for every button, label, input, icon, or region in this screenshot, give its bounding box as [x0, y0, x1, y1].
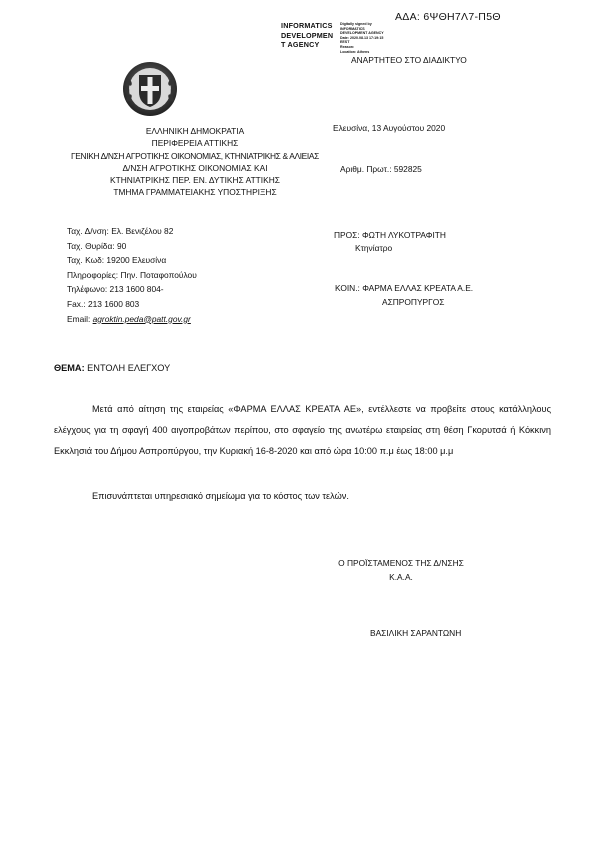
stamp-detail-line: Reason: [340, 44, 355, 49]
header-line: ΕΛΛΗΝΙΚΗ ΔΗΜΟΚΡΑΤΙΑ [145, 126, 245, 136]
contact-line: Fax.: 213 1600 803 [67, 298, 140, 309]
protocol-number: Αριθμ. Πρωτ.: 592825 [340, 164, 422, 174]
attachment-note: Επισυνάπτεται υπηρεσιακό σημείωμα για το κόστος των τελών. [92, 491, 349, 501]
signature-title: Ο ΠΡΟΪΣΤΑΜΕΝΟΣ ΤΗΣ Δ/ΝΣΗΣ [338, 558, 464, 568]
posted-online-note: ΑΝΑΡΤΗΤΕΟ ΣΤΟ ΔΙΑΔΙΚΤΥΟ [351, 55, 467, 65]
subject-label: ΘΕΜΑ: [54, 363, 85, 373]
email-label: Email: [67, 313, 93, 324]
stamp-detail-line: EEST [340, 40, 350, 45]
stamp-detail-line: Date: 2020.08.13 17:19:15 [340, 35, 384, 40]
contact-line: Ταχ. Κωδ: 19200 Ελευσίνα [67, 255, 167, 266]
header-line: ΠΕΡΙΦΕΡΕΙΑ ΑΤΤΙΚΗΣ [151, 138, 239, 149]
stamp-detail-line: Digitally signed by [340, 22, 372, 26]
contact-line: Ταχ. Δ/νση: Ελ. Βενιζέλου 82 [67, 226, 174, 236]
header-line: ΓΕΝΙΚΗ Δ/ΝΣΗ ΑΓΡΟΤΙΚΗΣ ΟΙΚΟΝΟΜΙΑΣ, ΚΤΗΝΙΑΤΡΙΚΗΣ & ΑΛΙΕΙΑΣ [71, 150, 319, 161]
recipient-cc: ΚΟΙΝ.: ΦΑΡΜΑ ΕΛΛΑΣ ΚΡΕΑΤΑ Α.Ε. [335, 283, 474, 293]
subject-text: ΕΝΤΟΛΗ ΕΛΕΓΧΟΥ [84, 363, 171, 373]
stamp-line: DEVELOPMEN [281, 30, 334, 40]
stamp-line: INFORMATICS [281, 21, 333, 30]
stamp-details [340, 22, 384, 54]
contact-line: Τηλέφωνο: 213 1600 804- [67, 284, 164, 295]
signatory-name: ΒΑΣΙΛΙΚΗ ΣΑΡΑΝΤΩΝΗ [370, 628, 462, 638]
stamp-detail-line: INFORMATICS [340, 26, 365, 31]
signature-block [336, 556, 466, 584]
stamp-org-name [281, 21, 333, 50]
recipient-to: ΠΡΟΣ: ΦΩΤΗ ΛΥΚΟΤΡΑΦΙΤΗ [334, 230, 446, 240]
stamp-line: T AGENCY [281, 40, 320, 49]
contact-line: Πληροφορίες: Πην. Ποταφοπούλου [67, 269, 197, 280]
recipient-to-role: Κτηνίατρο [355, 243, 393, 253]
recipient-cc-city: ΑΣΠΡΟΠΥΡΓΟΣ [382, 297, 445, 307]
document-date: Ελευσίνα, 13 Αυγούστου 2020 [333, 123, 446, 133]
header-line: ΤΜΗΜΑ ΓΡΑΜΜΑΤΕΙΑΚΗΣ ΥΠΟΣΤΗΡΙΞΗΣ [113, 187, 277, 198]
contact-details [67, 224, 197, 326]
email-line [67, 312, 197, 327]
stamp-detail-line: Location: Athens [340, 49, 370, 54]
header-line: ΚΤΗΝΙΑΤΡΙΚΗΣ ΠΕΡ. ΕΝ. ΔΥΤΙΚΗΣ ΑΤΤΙΚΗΣ [110, 175, 280, 186]
subject-line [54, 363, 170, 373]
header-line: Δ/ΝΣΗ ΑΓΡΟΤΙΚΗΣ ΟΙΚΟΝΟΜΙΑΣ ΚΑΙ [122, 162, 268, 173]
body-paragraph: Μετά από αίτηση της εταιρείας «ΦΑΡΜΑ ΕΛΛΑΣ ΚΡΕΑΤΑ ΑΕ», εντέλλεστε να προβείτε στους κατάλληλους ελέγχους για τη σφαγή 400 αιγοπροβάτων περίπου, στο σφαγείο της ανωτέρω εταιρείας στη θέση Γκορυτσά ή Κόκκινη Εκκλησιά του Δήμου Ασπροπύργου, την Κυριακή 16-8-2020 και από ώρα 10:00 π.μ έως 18:00 μ.μ [54, 404, 551, 456]
email-link[interactable]: agroktin.peda@patt.gov.gr [92, 313, 191, 324]
contact-line: Ταχ. Θυρίδα: 90 [67, 240, 127, 251]
ada-code: ΑΔΑ: 6ΨΘΗ7Λ7-Π5Θ [395, 11, 501, 23]
signature-subtitle: Κ.Α.Α. [389, 572, 413, 582]
coat-of-arms-emblem [121, 60, 179, 118]
issuing-authority-header [60, 125, 330, 199]
stamp-detail-line: DEVELOPMENT AGENCY [340, 31, 384, 36]
